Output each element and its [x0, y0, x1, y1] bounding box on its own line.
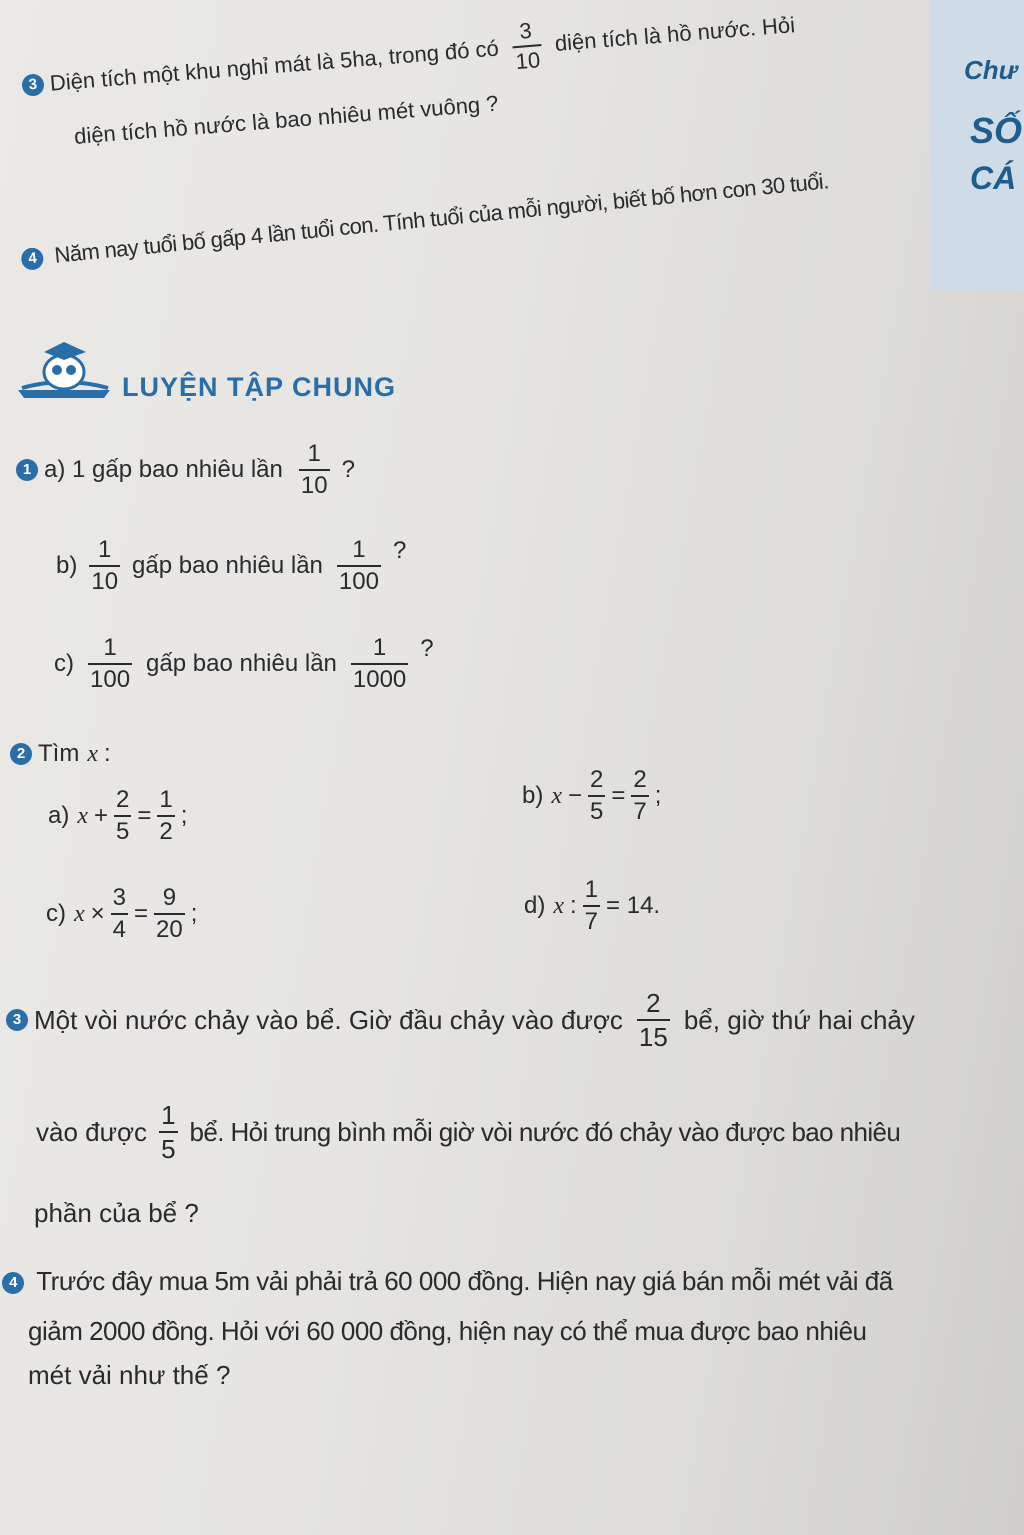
numerator: 3: [112, 884, 127, 911]
fraction: [588, 768, 605, 824]
denominator: 10: [512, 44, 543, 73]
numerator: 1: [307, 440, 321, 467]
fraction: [159, 1102, 177, 1162]
text: gấp bao nhiêu lần: [146, 650, 337, 677]
exercise-2-title: [10, 740, 111, 768]
exercise-number: 4: [2, 1272, 24, 1294]
exercise-number: 3: [6, 1009, 28, 1031]
fraction: [111, 886, 128, 942]
side-text-1: Chư: [964, 55, 1018, 85]
exercise-number: 2: [10, 743, 32, 765]
numerator: 9: [162, 884, 177, 911]
denominator: 100: [88, 663, 132, 692]
fraction: [351, 636, 408, 692]
numerator: 1: [159, 786, 173, 813]
text: diện tích là hồ nước. Hỏi: [553, 12, 796, 56]
variable: x: [74, 900, 85, 927]
label: b): [522, 782, 544, 809]
text: ?: [341, 456, 355, 483]
text: gấp bao nhiêu lần: [132, 552, 323, 579]
text: Năm nay tuổi bố gấp 4 lần tuổi con. Tính tuổi của mỗi người, biết bố hơn con 30 tuổi.: [53, 168, 830, 268]
text: diện tích hồ nước là bao nhiêu mét vuông ?: [73, 90, 500, 149]
text: ?: [420, 635, 434, 662]
fraction: [631, 768, 648, 824]
operator: +: [94, 802, 109, 829]
text: = 14.: [606, 892, 661, 919]
exercise-3-line-2: [36, 1102, 900, 1162]
next-page-edge: [930, 0, 1024, 290]
denominator: 20: [154, 913, 185, 942]
top-exercise-4: [20, 168, 830, 272]
exercise-number: 3: [21, 73, 45, 97]
exercise-number: 1: [16, 459, 38, 481]
exercise-1a: [16, 442, 355, 498]
numerator: 1: [352, 536, 366, 563]
label: a): [48, 802, 70, 829]
operator: ×: [90, 900, 105, 927]
side-text-3: CÁ: [970, 160, 1017, 196]
fraction: [299, 442, 330, 498]
text: Diện tích một khu nghỉ mát là 5ha, trong đó có: [48, 35, 500, 96]
operator: =: [611, 782, 626, 809]
denominator: 5: [114, 815, 131, 844]
exercise-2b: [522, 768, 661, 824]
denominator: 1000: [351, 663, 408, 692]
numerator: 2: [633, 766, 647, 793]
denominator: 10: [299, 469, 330, 498]
fraction: [114, 788, 131, 844]
exercise-3-line-1: [6, 990, 915, 1050]
exercise-1b: [56, 538, 406, 594]
fraction: [154, 886, 185, 942]
denominator: 4: [111, 913, 128, 942]
text: Một vòi nước chảy vào bể. Giờ đầu chảy vào được: [34, 1004, 623, 1035]
numerator: 1: [103, 634, 117, 661]
text: a) 1 gấp bao nhiêu lần: [44, 456, 283, 483]
denominator: 100: [337, 565, 381, 594]
fraction: [637, 990, 670, 1050]
text: b): [56, 552, 78, 579]
operator: −: [568, 782, 583, 809]
exercise-2d: [524, 878, 660, 934]
numerator: 3: [518, 17, 533, 44]
operator: =: [137, 802, 152, 829]
denominator: 10: [89, 565, 120, 594]
text: ;: [180, 802, 188, 829]
text: vào được: [36, 1116, 148, 1147]
side-text-2: SỐ: [970, 110, 1023, 151]
section-title: LUYỆN TẬP CHUNG: [122, 372, 397, 402]
mascot-owl-icon: [14, 338, 114, 404]
exercise-3-line-3: phần của bể ?: [34, 1198, 199, 1228]
variable: x: [553, 892, 564, 919]
fraction: [583, 878, 600, 934]
variable: x: [77, 802, 88, 829]
fraction: [157, 788, 174, 844]
numerator: 1: [161, 1100, 176, 1130]
variable: x: [551, 782, 562, 809]
numerator: 2: [646, 988, 661, 1018]
text: Trước đây mua 5m vải phải trả 60 000 đồng. Hiện nay giá bán mỗi mét vải đã: [36, 1266, 893, 1296]
text: ;: [190, 900, 198, 927]
text: c): [54, 650, 74, 677]
denominator: 15: [637, 1019, 670, 1050]
text: bể, giờ thứ hai chảy: [683, 1004, 915, 1035]
exercise-2a: [48, 788, 187, 844]
exercise-4-line-3: mét vải như thế ?: [28, 1360, 231, 1390]
exercise-4-line-2: giảm 2000 đồng. Hỏi với 60 000 đồng, hiện nay có thể mua được bao nhiêu: [28, 1316, 867, 1346]
exercise-number: 4: [20, 247, 44, 271]
exercise-4-line-1: [2, 1266, 893, 1297]
numerator: 2: [590, 766, 604, 793]
operator: =: [134, 900, 149, 927]
text: bể. Hỏi trung bình mỗi giờ vòi nước đó chảy vào được bao nhiêu: [189, 1116, 901, 1147]
fraction: [88, 636, 132, 692]
fraction: [89, 538, 120, 594]
text: ?: [392, 537, 407, 564]
top-exercise-3: [20, 0, 800, 154]
text: Tìm: [38, 740, 80, 767]
label: d): [524, 892, 546, 919]
denominator: 7: [631, 795, 648, 824]
numerator: 1: [98, 536, 112, 563]
denominator: 7: [583, 905, 600, 934]
label: c): [46, 900, 66, 927]
numerator: 1: [372, 634, 387, 661]
fraction: [337, 538, 381, 594]
operator: :: [570, 892, 577, 919]
denominator: 2: [157, 815, 174, 844]
denominator: 5: [159, 1131, 177, 1162]
fraction: [511, 19, 543, 73]
text: :: [103, 740, 111, 767]
exercise-1c: [54, 636, 434, 692]
denominator: 5: [588, 795, 605, 824]
numerator: 2: [116, 786, 130, 813]
exercise-2c: [46, 886, 197, 942]
variable: x: [87, 740, 98, 767]
text: ;: [654, 782, 662, 809]
numerator: 1: [584, 876, 599, 903]
